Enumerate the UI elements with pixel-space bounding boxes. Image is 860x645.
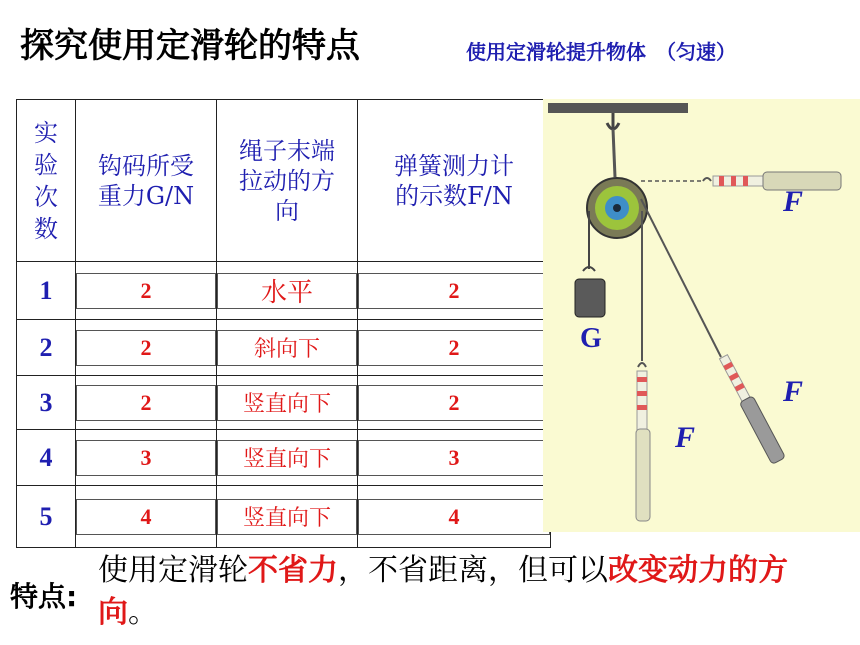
rope-diagonal (641, 199, 721, 357)
row-index: 3 (17, 376, 76, 430)
feature-label: 特点: (10, 580, 78, 613)
gravity-value: 4 (76, 499, 216, 535)
weight-block (575, 279, 605, 317)
row-index: 4 (17, 430, 76, 486)
pulley-axle (613, 204, 621, 212)
table-row (17, 486, 551, 548)
pulley-illustration (543, 99, 860, 532)
gravity-value: 3 (76, 440, 216, 476)
row-index: 5 (17, 486, 76, 548)
reading-value: 2 (358, 330, 550, 366)
reading-value: 2 (358, 385, 550, 421)
header-gravity: 钩码所受 重力G/N (76, 100, 217, 262)
force-label: F (783, 375, 804, 408)
gravity-value: 2 (76, 330, 216, 366)
emphasis-no-force-saving: 不省力 (248, 553, 338, 588)
pulley-support (613, 129, 615, 177)
reading-value: 3 (358, 440, 550, 476)
header-trial-count: 实 验 次 数 (17, 100, 76, 262)
page-title: 探究使用定滑轮的特点 (20, 26, 360, 66)
diagonal-scale (717, 353, 786, 464)
row-index: 2 (17, 320, 76, 376)
reading-value: 4 (358, 499, 550, 535)
gravity-value: 2 (76, 385, 216, 421)
table-row (17, 430, 551, 486)
page-subtitle: 使用定滑轮提升物体 （匀速） (466, 40, 736, 64)
weight-label: G (580, 323, 602, 354)
direction-value: 竖直向下 (217, 385, 357, 421)
hook-icon (607, 113, 619, 129)
table-header-row (17, 100, 551, 262)
table-row (17, 262, 551, 320)
table-row (17, 376, 551, 430)
direction-value: 水平 (217, 273, 357, 309)
direction-value: 斜向下 (217, 330, 357, 366)
table-row (17, 320, 551, 376)
header-direction: 绳子末端 拉动的方 向 (217, 100, 358, 262)
feature-text: 使用定滑轮不省力，不省距离，但可以改变动力的方向。 (98, 553, 788, 630)
ceiling-beam (548, 103, 688, 113)
vertical-scale-body (636, 429, 650, 521)
pulley-diagram (543, 99, 860, 532)
force-label: F (783, 185, 804, 218)
force-label: F (675, 421, 696, 454)
direction-value: 竖直向下 (217, 499, 357, 535)
header-reading: 弹簧测力计 的示数F/N (358, 100, 551, 262)
gravity-value: 2 (76, 273, 216, 309)
direction-value: 竖直向下 (217, 440, 357, 476)
reading-value: 2 (358, 273, 550, 309)
row-index: 1 (17, 262, 76, 320)
experiment-table (16, 99, 551, 548)
emphasis-change-direction: 改变动力的方向 (98, 553, 788, 630)
